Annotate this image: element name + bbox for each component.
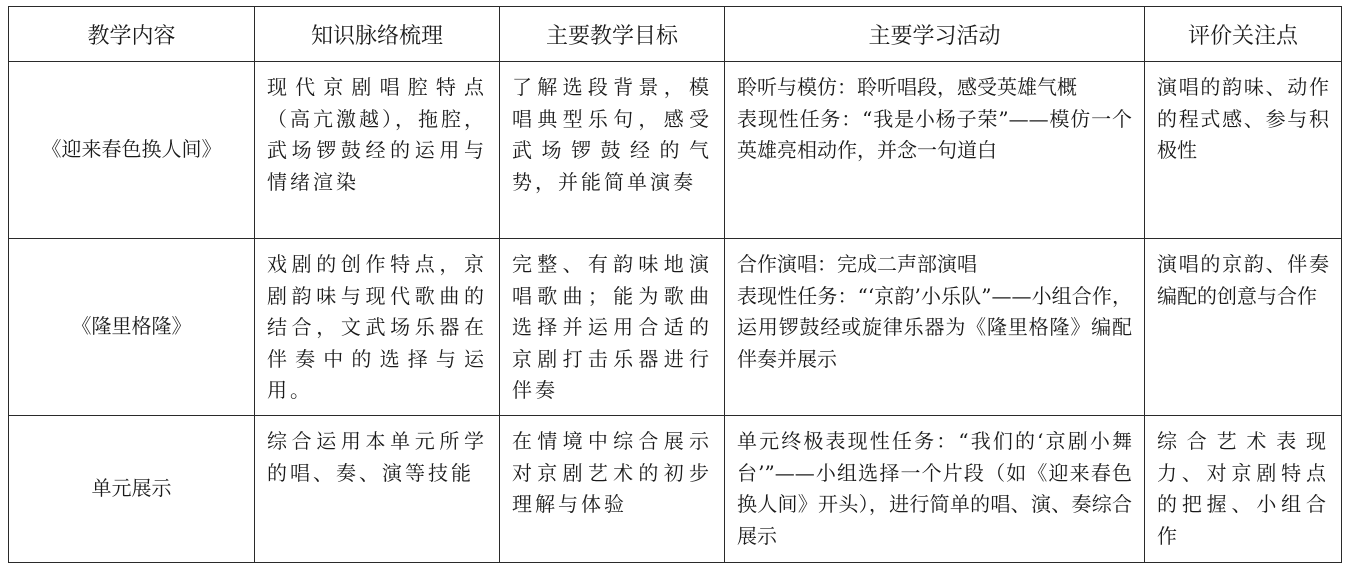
cell-goals: 在情境中综合展示对京剧艺术的初步理解与体验 <box>500 416 725 563</box>
activity-line: 表现性任务：“‘京韵’小乐队”——小组合作，运用锣鼓经或旋律乐器为《隆里格隆》编配伴奏并展示 <box>737 283 1132 371</box>
header-row <box>9 7 1342 62</box>
cell-evaluation: 综合艺术表现力、对京剧特点的把握、小组合作 <box>1145 416 1342 563</box>
cell-activities <box>725 62 1145 239</box>
cell-goals: 了解选段背景，模唱典型乐句，感受武场锣鼓经的气势，并能简单演奏 <box>500 62 725 239</box>
table-row <box>9 239 1342 416</box>
cell-activities <box>725 239 1145 416</box>
cell-content: 单元展示 <box>9 416 255 563</box>
header-evaluation-focus: 评价关注点 <box>1145 7 1342 62</box>
cell-evaluation: 演唱的京韵、伴奏编配的创意与合作 <box>1145 239 1342 416</box>
table-row <box>9 62 1342 239</box>
header-teaching-goals: 主要教学目标 <box>500 7 725 62</box>
cell-knowledge: 综合运用本单元所学的唱、奏、演等技能 <box>255 416 500 563</box>
cell-activities <box>725 416 1145 563</box>
header-knowledge-outline: 知识脉络梳理 <box>255 7 500 62</box>
cell-content: 《隆里格隆》 <box>9 239 255 416</box>
activity-line: 表现性任务：“我是小杨子荣”——模仿一个英雄亮相动作，并念一句道白 <box>737 106 1132 162</box>
cell-evaluation: 演唱的韵味、动作的程式感、参与积极性 <box>1145 62 1342 239</box>
table-row <box>9 416 1342 563</box>
teaching-plan-table <box>8 6 1342 563</box>
cell-knowledge: 戏剧的创作特点，京剧韵味与现代歌曲的结合，文武场乐器在伴奏中的选择与运用。 <box>255 239 500 416</box>
cell-content: 《迎来春色换人间》 <box>9 62 255 239</box>
header-teaching-content: 教学内容 <box>9 7 255 62</box>
cell-goals: 完整、有韵味地演唱歌曲；能为歌曲选择并运用合适的京剧打击乐器进行伴奏 <box>500 239 725 416</box>
header-learning-activities: 主要学习活动 <box>725 7 1145 62</box>
activity-line: 聆听与模仿：聆听唱段，感受英雄气概 <box>737 75 1077 99</box>
activity-line: 合作演唱：完成二声部演唱 <box>737 252 977 276</box>
activity-line: 单元终极表现性任务：“我们的‘京剧小舞台’”——小组选择一个片段（如《迎来春色换人间》开头），进行简单的唱、演、奏综合展示 <box>737 429 1132 548</box>
cell-knowledge: 现代京剧唱腔特点（高亢激越），拖腔，武场锣鼓经的运用与情绪渲染 <box>255 62 500 239</box>
